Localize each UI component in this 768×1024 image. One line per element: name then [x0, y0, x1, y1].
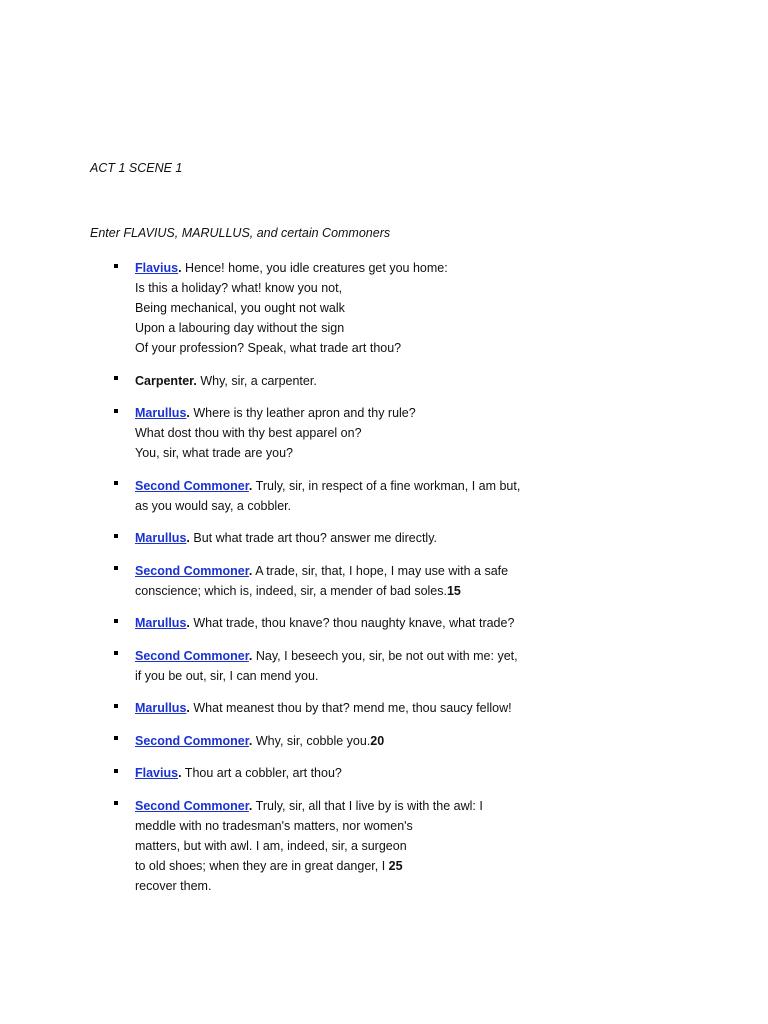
speech-line: [135, 613, 540, 633]
speech-text: What trade, thou knave? thou naughty knave, what trade?: [189, 616, 515, 630]
speaker-period: .: [186, 406, 190, 420]
speech-text: Is this a holiday? what! know you not,: [135, 281, 343, 295]
line-number: 15: [446, 583, 461, 598]
speech-item: [110, 403, 540, 463]
speech-line: [135, 476, 540, 496]
speech-text: recover them.: [135, 878, 212, 893]
stage-direction: Enter FLAVIUS, MARULLUS, and certain Commoners: [90, 226, 391, 240]
speaker-period: .: [248, 648, 253, 663]
speech-line: [135, 528, 540, 548]
speech-line: [135, 581, 540, 601]
speech-line: [135, 796, 540, 816]
speech-text: What dost thou with thy best apparel on?: [135, 426, 362, 440]
speech-line: [135, 856, 540, 876]
speech-line: [135, 371, 540, 391]
speech-text: if you be out, sir, I can mend you.: [135, 668, 319, 683]
speech-item: [110, 528, 540, 548]
bullet-icon: [114, 736, 118, 740]
speech-text: A trade, sir, that, I hope, I may use with a safe: [252, 563, 509, 578]
bullet-icon: [114, 704, 118, 708]
speaker-period: .: [178, 261, 182, 275]
speech-item: [110, 698, 540, 718]
speaker-period: .: [186, 616, 190, 630]
speech-line: [135, 278, 540, 298]
speaker-period: .: [248, 798, 253, 813]
speech-list: [110, 258, 540, 908]
speech-text: as you would say, a cobbler.: [135, 498, 292, 513]
act-scene-heading: ACT 1 SCENE 1: [90, 161, 183, 175]
speech-text: to old shoes; when they are in great danger, I: [135, 858, 389, 873]
speech-item: [110, 476, 540, 516]
speech-text: Nay, I beseech you, sir, be not out with me: yet,: [252, 648, 518, 663]
speech-item: [110, 646, 540, 686]
speech-item: [110, 763, 540, 783]
speech-text: Hence! home, you idle creatures get you home:: [181, 261, 448, 275]
bullet-icon: [114, 409, 118, 413]
speaker-period: .: [186, 701, 190, 715]
speaker-name-link[interactable]: Second Commoner: [135, 478, 249, 493]
speaker-period: .: [248, 563, 253, 578]
speech-line: [135, 816, 540, 836]
speech-item: [110, 796, 540, 896]
bullet-icon: [114, 566, 118, 570]
speech-line: [135, 561, 540, 581]
speech-text: Why, sir, a carpenter.: [196, 373, 317, 388]
speech-text: Where is thy leather apron and thy rule?: [189, 406, 416, 420]
speech-text: Why, sir, cobble you.: [252, 733, 371, 748]
speaker-name-link[interactable]: Second Commoner: [135, 648, 249, 663]
speech-line: [135, 318, 540, 338]
bullet-icon: [114, 481, 118, 485]
speech-line: [135, 731, 540, 751]
speech-line: [135, 258, 540, 278]
speech-text: But what trade art thou? answer me directly.: [189, 531, 437, 545]
speech-item: [110, 258, 540, 358]
speech-line: [135, 338, 540, 358]
speech-item: [110, 613, 540, 633]
speech-item: [110, 731, 540, 751]
line-number: 20: [370, 733, 385, 748]
speaker-name-link[interactable]: Marullus: [135, 701, 187, 715]
speech-text: What meanest thou by that? mend me, thou saucy fellow!: [189, 701, 512, 715]
speech-text: Being mechanical, you ought not walk: [135, 301, 345, 315]
speech-item: [110, 561, 540, 601]
speech-line: [135, 298, 540, 318]
speech-text: meddle with no tradesman's matters, nor women's: [135, 818, 413, 833]
speaker-name-link[interactable]: Second Commoner: [135, 563, 249, 578]
speaker-name-link[interactable]: Marullus: [135, 616, 187, 630]
bullet-icon: [114, 376, 118, 380]
bullet-icon: [114, 264, 118, 268]
speaker-name-link[interactable]: Flavius: [135, 261, 179, 275]
speech-text: matters, but with awl. I am, indeed, sir, a surgeon: [135, 838, 407, 853]
speaker-period: .: [193, 373, 197, 388]
bullet-icon: [114, 801, 118, 805]
speaker-period: .: [178, 766, 182, 780]
speaker-name: Carpenter: [135, 373, 194, 388]
speech-line: [135, 496, 540, 516]
speaker-name-link[interactable]: Second Commoner: [135, 733, 249, 748]
speech-item: [110, 371, 540, 391]
speaker-name-link[interactable]: Marullus: [135, 531, 187, 545]
bullet-icon: [114, 619, 118, 623]
speech-text: Truly, sir, in respect of a fine workman, I am but,: [252, 478, 521, 493]
speech-line: [135, 646, 540, 666]
speech-text: You, sir, what trade are you?: [135, 446, 293, 460]
bullet-icon: [114, 769, 118, 773]
speech-text: Thou art a cobbler, art thou?: [181, 766, 342, 780]
speech-text: conscience; which is, indeed, sir, a mender of bad soles.: [135, 583, 447, 598]
speech-line: [135, 836, 540, 856]
line-number: 25: [388, 858, 403, 873]
speech-line: [135, 666, 540, 686]
speech-line: [135, 763, 540, 783]
speaker-name-link[interactable]: Second Commoner: [135, 798, 249, 813]
bullet-icon: [114, 534, 118, 538]
speech-text: Upon a labouring day without the sign: [135, 321, 345, 335]
speech-line: [135, 403, 540, 423]
bullet-icon: [114, 651, 118, 655]
speaker-name-link[interactable]: Flavius: [135, 766, 179, 780]
speech-line: [135, 698, 540, 718]
speaker-period: .: [248, 733, 253, 748]
speech-line: [135, 876, 540, 896]
speech-line: [135, 443, 540, 463]
speech-line: [135, 423, 540, 443]
speech-text: Truly, sir, all that I live by is with the awl: I: [252, 798, 483, 813]
speaker-period: .: [248, 478, 253, 493]
speaker-name-link[interactable]: Marullus: [135, 406, 187, 420]
speech-text: Of your profession? Speak, what trade art thou?: [135, 341, 402, 355]
speaker-period: .: [186, 531, 190, 545]
